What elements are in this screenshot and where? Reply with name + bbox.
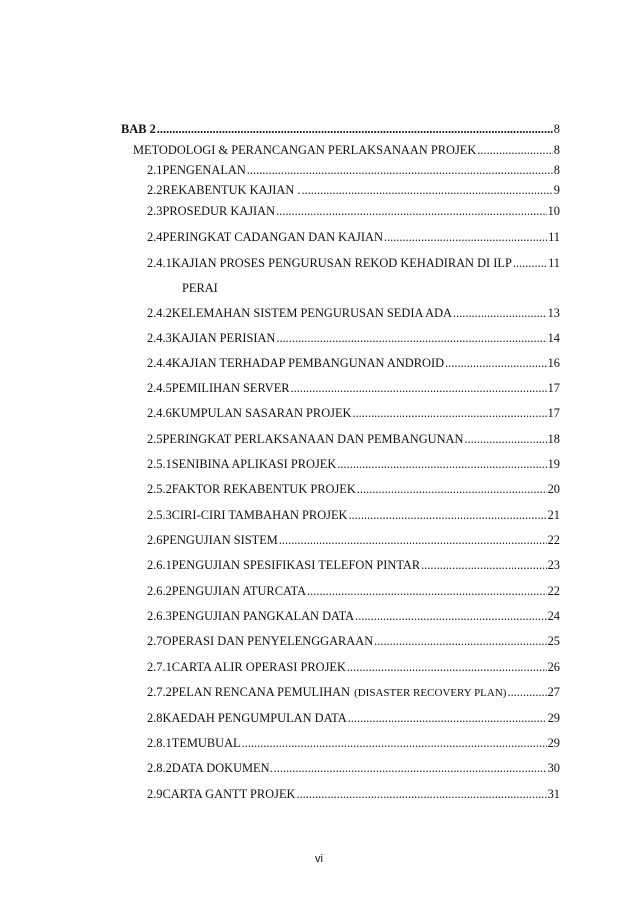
toc-entry-title: REKABENTUK KAJIAN . xyxy=(162,183,301,197)
toc-leader xyxy=(477,143,553,157)
toc-leader xyxy=(374,634,546,648)
toc-entry[interactable] xyxy=(147,736,560,750)
toc-leader xyxy=(445,356,547,370)
toc-entry-number: 2.4.5 xyxy=(147,381,172,395)
toc-entry-page: 19 xyxy=(547,457,560,471)
toc-entry-page: 9 xyxy=(553,183,560,197)
toc-entry-number: 2.4.6 xyxy=(147,406,172,420)
toc-leader xyxy=(357,482,547,496)
toc-leader xyxy=(242,736,547,750)
toc-entry-number: 2.7 xyxy=(147,634,163,648)
toc-entry-page: 25 xyxy=(547,634,560,648)
toc-leader xyxy=(348,508,546,522)
toc-entry-title: SENIBINA APLIKASI PROJEK xyxy=(171,457,337,471)
toc-leader xyxy=(274,761,547,775)
toc-entry-page: 10 xyxy=(547,204,560,218)
toc-entry-page: 23 xyxy=(547,558,560,572)
toc-entry[interactable] xyxy=(147,660,560,674)
toc-entry[interactable] xyxy=(147,482,560,496)
toc-entry-number: 2.8.2 xyxy=(147,761,172,775)
toc-chapter-subtitle-line[interactable] xyxy=(133,143,560,157)
toc-leader xyxy=(337,457,546,471)
toc-entry-page: 24 xyxy=(547,609,560,623)
toc-entry-title: PERINGKAT CADANGAN DAN KAJIAN xyxy=(162,230,383,244)
toc-entry-number: 2.8 xyxy=(147,711,163,725)
toc-entry[interactable] xyxy=(147,558,560,572)
toc-entry[interactable] xyxy=(147,230,560,244)
toc-entry-page: 22 xyxy=(547,584,560,598)
toc-entry-page: 29 xyxy=(547,736,560,750)
toc-entry-title: FAKTOR REKABENTUK PROJEK xyxy=(171,482,356,496)
toc-entry-title: KAJIAN PERISIAN xyxy=(171,331,276,345)
toc-leader xyxy=(291,381,547,395)
toc-entry[interactable] xyxy=(147,163,560,177)
toc-entry-page: 26 xyxy=(547,660,560,674)
toc-entry-title: CARTA GANTT PROJEK xyxy=(162,787,296,801)
toc-entry-number: 2.3 xyxy=(147,204,163,218)
toc-leader xyxy=(347,660,547,674)
toc-entry[interactable] xyxy=(147,533,560,547)
toc-entry-page: 17 xyxy=(547,381,560,395)
toc-entry-title: PROSEDUR KAJIAN xyxy=(162,204,276,218)
toc-entry-number: 2.5.3 xyxy=(147,508,172,522)
toc-leader xyxy=(348,711,547,725)
toc-entry[interactable] xyxy=(147,331,560,345)
page-number: vi xyxy=(315,853,323,865)
toc-leader xyxy=(384,230,547,244)
toc-entry-number: 2.8.1 xyxy=(147,736,172,750)
toc-leader xyxy=(513,256,547,270)
toc-entry-page: 22 xyxy=(547,533,560,547)
toc-entry-number: 2.1 xyxy=(147,163,163,177)
toc-entry[interactable] xyxy=(147,256,560,270)
toc-entry-number: 2.7.2 xyxy=(147,685,172,699)
toc-entry-page: 30 xyxy=(547,761,560,775)
toc-entry[interactable] xyxy=(147,584,560,598)
toc-entry[interactable] xyxy=(147,609,560,623)
toc-entry[interactable] xyxy=(147,204,560,218)
toc-entry-title-continuation: PERAI xyxy=(182,281,218,295)
toc-entry-title: KAJIAN PROSES PENGURUSAN REKOD KEHADIRAN DI ILP xyxy=(171,256,512,270)
toc-entry-title: KAEDAH PENGUMPULAN DATA xyxy=(162,711,347,725)
toc-entry-title: DATA DOKUMEN. xyxy=(171,761,273,775)
toc-entry-page: 18 xyxy=(547,432,560,446)
toc-entry-page: 17 xyxy=(547,406,560,420)
toc-entry-page: 27 xyxy=(547,685,560,699)
toc-entry-number: 2.5.1 xyxy=(147,457,172,471)
toc-entry-number: 2.6 xyxy=(147,533,163,547)
toc-entry[interactable] xyxy=(147,356,560,370)
toc-entry[interactable] xyxy=(147,634,560,648)
toc-chapter-page: 8 xyxy=(553,122,560,136)
toc-entry-page: 21 xyxy=(547,508,560,522)
toc-entry-number: 2.6.1 xyxy=(147,558,172,572)
toc-entry-page: 11 xyxy=(548,230,560,244)
toc-entry-number: 2.6.3 xyxy=(147,609,172,623)
toc-entry[interactable] xyxy=(147,711,560,725)
toc-entry[interactable] xyxy=(147,787,560,801)
toc-entry-title: PEMILIHAN SERVER xyxy=(171,381,290,395)
toc-leader xyxy=(352,406,546,420)
toc-entry-page: 31 xyxy=(547,787,560,801)
toc-entry-title: PENGENALAN xyxy=(162,163,246,177)
toc-entry[interactable] xyxy=(147,761,560,775)
toc-leader xyxy=(276,331,546,345)
toc-entry-title: KAJIAN TERHADAP PEMBANGUNAN ANDROID xyxy=(171,356,445,370)
toc-entry[interactable] xyxy=(147,685,560,700)
toc-entry-number: 2.4.4 xyxy=(147,356,172,370)
toc-leader xyxy=(453,306,547,320)
toc-chapter-line[interactable] xyxy=(121,122,560,136)
toc-chapter-subtitle-page: 8 xyxy=(553,143,560,157)
toc-leader xyxy=(307,584,547,598)
toc-entry-number: 2.6.2 xyxy=(147,584,172,598)
toc-entry-title: OPERASI DAN PENYELENGGARAAN xyxy=(162,634,374,648)
toc-entry[interactable] xyxy=(147,508,560,522)
toc-entry-title: KUMPULAN SASARAN PROJEK xyxy=(171,406,352,420)
toc-leader xyxy=(157,122,553,136)
toc-entry-page: 11 xyxy=(548,256,560,270)
toc-entry-number: 2.4 xyxy=(147,230,163,244)
toc-entry-number: 2.5 xyxy=(147,432,163,446)
toc-leader xyxy=(296,787,546,801)
toc-entry-title: PENGUJIAN ATURCATA xyxy=(171,584,307,598)
toc-entry-title: PERINGKAT PERLAKSANAAN DAN PEMBANGUNAN xyxy=(162,432,464,446)
toc-entry-page: 20 xyxy=(547,482,560,496)
toc-entry[interactable] xyxy=(147,183,560,197)
toc-entry-title: PENGUJIAN SISTEM xyxy=(162,533,278,547)
toc-entry[interactable] xyxy=(147,406,560,420)
toc-entry[interactable] xyxy=(147,306,560,320)
toc-entry[interactable] xyxy=(147,432,560,446)
toc-leader xyxy=(355,609,546,623)
toc-entry-title: CARTA ALIR OPERASI PROJEK xyxy=(171,660,346,674)
toc-entry-number: 2.4.1 xyxy=(147,256,172,270)
toc-entry[interactable] xyxy=(147,457,560,471)
toc-entry-title: TEMUBUAL xyxy=(171,736,241,750)
toc-entry-number: 2.4.3 xyxy=(147,331,172,345)
toc-entry-number: 2.4.2 xyxy=(147,306,172,320)
toc-entry-number: 2.9 xyxy=(147,787,163,801)
toc-chapter-subtitle: METODOLOGI & PERANCANGAN PERLAKSANAAN PROJEK xyxy=(133,143,477,157)
toc-entry-number: 2.2 xyxy=(147,183,163,197)
toc-entry-page: 8 xyxy=(553,163,560,177)
toc-entry-title: PENGUJIAN SPESIFIKASI TELEFON PINTAR xyxy=(171,558,421,572)
toc-entry-title: PELAN RENCANA PEMULIHAN xyxy=(171,685,351,699)
toc-leader xyxy=(247,163,553,177)
toc-entry-page: 29 xyxy=(547,711,560,725)
toc-leader xyxy=(464,432,546,446)
toc-entry[interactable] xyxy=(147,381,560,395)
toc-entry-page: 16 xyxy=(547,356,560,370)
toc-entry-number: 2.7.1 xyxy=(147,660,172,674)
toc-leader xyxy=(276,204,547,218)
toc-entry-title: PENGUJIAN PANGKALAN DATA xyxy=(171,609,355,623)
toc-leader xyxy=(507,685,546,699)
toc-entry-title-note: (DISASTER RECOVERY PLAN) xyxy=(354,687,507,699)
toc-entry-title: KELEMAHAN SISTEM PENGURUSAN SEDIA ADA xyxy=(171,306,452,320)
toc-entry-page: 13 xyxy=(547,306,560,320)
toc-entry-page: 14 xyxy=(547,331,560,345)
toc-chapter-title: BAB 2 xyxy=(121,122,156,136)
toc-leader xyxy=(302,183,553,197)
toc-leader xyxy=(421,558,546,572)
toc-leader xyxy=(279,533,547,547)
toc-entry-number: 2.5.2 xyxy=(147,482,172,496)
toc-entry-title: CIRI-CIRI TAMBAHAN PROJEK xyxy=(171,508,348,522)
